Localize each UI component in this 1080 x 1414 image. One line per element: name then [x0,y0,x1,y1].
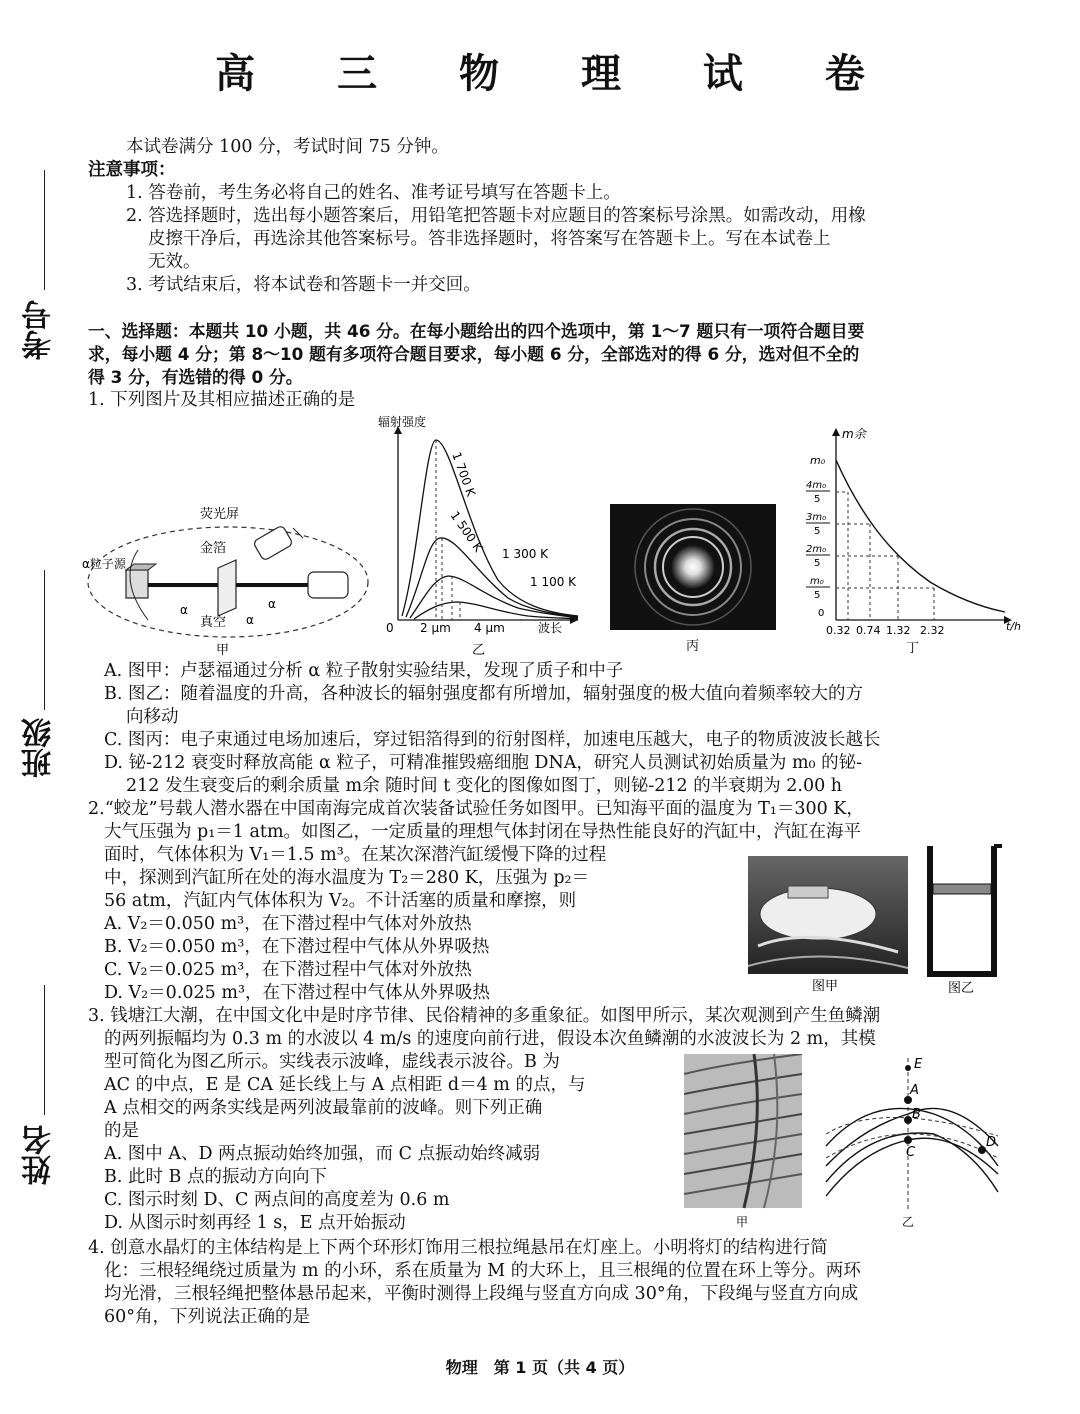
q2-option-b: B. V₂＝0.050 m³，在下潜过程中气体从外界吸热 [104,937,490,957]
note-2-cont: 皮擦干净后，再选涂其他答案标号。答非选择题时，将答案写在答题卡上。写在本试卷上 [148,229,831,249]
ding-ytick-0: 0 [818,608,825,619]
ding-ytick-4m0: 4m₀ [806,480,827,491]
caption-jia: 甲 [216,643,230,658]
q1-fig-bing [610,504,776,660]
section1-line2: 求，每小题 4 分；第 8～10 题有多项符合题目要求，每小题 6 分，全部选对的得 6 分，选对但不全的 [88,344,860,364]
q3-line-4: AC 的中点，E 是 CA 延长线上与 A 点相距 d＝4 m 的点，与 [104,1075,586,1095]
q1-option-c: C. 图丙：电子束通过电场加速后，穿过铝箔得到的衍射图样，加速电压越大，电子的物质波波长越长 [104,730,881,750]
q3-option-a: A. 图中 A、D 两点振动始终加强，而 C 点振动始终减弱 [104,1144,541,1164]
yi-ylabel: 辐射强度 [378,415,427,429]
ding-ytick-5a: 5 [814,494,821,505]
q2-line-2: 大气压强为 p₁＝1 atm。如图乙，一定质量的理想气体封闭在导热性能良好的汽缸中，汽缸在海平 [104,822,862,842]
q1-fig-ding [800,424,1040,660]
label-source: α粒子源 [82,557,126,571]
q1-fig-jia [78,490,378,660]
section1-line1: 一、选择题：本题共 10 小题，共 46 分。在每小题给出的四个选项中，第 1～7 题只有一项符合题目要 [88,321,865,341]
q2-line-1: 2.“蛟龙”号载人潜水器在中国南海完成首次装备试验任务如图甲。已知海平面的温度为 T₁＝300 K， [88,799,864,819]
point-a: A [910,1083,919,1098]
name-line [44,985,45,1115]
point-c: C [906,1145,916,1160]
q3-option-c: C. 图示时刻 D、C 两点间的高度差为 0.6 m [104,1190,450,1210]
side-label-exam-no: 考号 [22,300,57,360]
yi-zero: 0 [386,621,394,635]
notes-heading: 注意事项： [88,160,176,180]
side-label-name: 姓名 [22,1125,57,1185]
intro-text: 本试卷满分 100 分，考试时间 75 分钟。 [126,137,449,157]
caption-q2-jia: 图甲 [812,979,839,994]
ding-ytick-3m0: 3m₀ [806,512,827,523]
q1-option-b-cont: 向移动 [126,707,179,727]
q1-option-a: A. 图甲：卢瑟福通过分析 α 粒子散射实验结果，发现了质子和中子 [104,661,624,681]
q1-option-d-cont: 212 发生衰变后的剩余质量 m余 随时间 t 变化的图像如图丁，则铋-212 的半衰期为 2.00 h [126,776,843,796]
yi-xlabel: 波长 [538,621,563,635]
yi-curve-1300: 1 300 K [502,547,549,561]
q3-fig-yi [822,1054,1002,1230]
ding-ytick-m0-5: m₀ [810,576,824,587]
note-2-cont2: 无效。 [148,252,201,272]
yi-curve-1500: 1 500 K [447,508,486,555]
q2-fig-jia-photo [748,856,918,996]
q1-option-d: D. 铋-212 衰变时释放高能 α 粒子，可精准摧毁癌细胞 DNA，研究人员测试初始质量为 m₀ 的铋- [104,753,863,773]
caption-ding: 丁 [906,641,920,656]
label-alpha-3: α [268,597,276,611]
q3-line-1: 3. 钱塘江大潮，在中国文化中是时序节律、民俗精神的多重象征。如图甲所示，某次观测到产生鱼鳞潮 [88,1006,881,1026]
ding-xtick-032: 0.32 [826,624,851,637]
ding-ytick-5b: 5 [814,526,821,537]
caption-yi: 乙 [472,643,486,658]
q1-option-b: B. 图乙：随着温度的升高，各种波长的辐射强度都有所增加，辐射强度的极大值向着频率较大的方 [104,684,863,704]
caption-q3-yi: 乙 [902,1215,915,1229]
caption-q3-jia: 甲 [736,1215,749,1229]
label-vacuum: 真空 [200,615,227,630]
page-title: 高 三 物 理 试 卷 [215,50,899,97]
ding-ytick-m0: m₀ [810,454,826,467]
q1-stem: 1. 下列图片及其相应描述正确的是 [88,390,356,410]
yi-curve-1700: 1 700 K [449,450,479,499]
ding-ytick-5c: 5 [814,558,821,569]
q3-fig-jia-photo [684,1054,808,1230]
ding-xtick-132: 1.32 [886,624,911,637]
ding-xunit: t/h [1006,620,1021,633]
q3-line-3: 型可简化为图乙所示。实线表示波峰，虚线表示波谷。B 为 [104,1052,560,1072]
q3-line-5: A 点相交的两条实线是两列波最靠前的波峰。则下列正确 [104,1098,543,1118]
q3-option-b: B. 此时 B 点的振动方向向下 [104,1167,327,1187]
point-b: B [912,1107,921,1122]
class-line [44,570,45,710]
note-3: 3. 考试结束后，将本试卷和答题卡一并交回。 [126,275,481,295]
label-foil: 金箔 [200,541,227,556]
q2-line-3: 面时，气体体积为 V₁＝1.5 m³。在某次深潜汽缸缓慢下降的过程 [104,845,607,865]
q2-fig-yi-cylinder [924,840,1004,996]
note-1: 1. 答卷前，考生务必将自己的姓名、准考证号填写在答题卡上。 [126,183,621,203]
yi-tick-2um: 2 μm [420,621,451,635]
caption-bing: 丙 [686,639,700,654]
q3-line-6: 的是 [104,1121,139,1141]
q4-line-1: 4. 创意水晶灯的主体结构是上下两个环形灯饰用三根拉绳悬吊在灯座上。小明将灯的结构进行简 [88,1238,828,1258]
q4-line-4: 60°角，下列说法正确的是 [104,1307,311,1327]
point-e: E [914,1057,923,1072]
ding-xtick-232: 2.32 [920,624,945,637]
label-screen: 荧光屏 [200,507,240,522]
q4-line-3: 均光滑，三根轻绳把整体悬吊起来，平衡时测得上段绳与竖直方向成 30°角，下段绳与竖直方向成 [104,1284,859,1304]
q2-line-4: 中，探测到汽缸所在处的海水温度为 T₂＝280 K，压强为 p₂＝ [104,868,590,888]
section1-line3: 得 3 分，有选错的得 0 分。 [88,367,303,387]
note-2: 2. 答选择题时，选出每小题答案后，用铅笔把答题卡对应题目的答案标号涂黑。如需改动，用橡 [126,206,866,226]
page-footer: 物理 第 1 页（共 4 页） [445,1358,635,1377]
yi-tick-4um: 4 μm [474,621,505,635]
ding-xtick-074: 0.74 [856,624,881,637]
side-label-class: 班级 [22,718,57,778]
exam-no-line [44,170,45,290]
caption-q2-yi: 图乙 [948,981,975,996]
q2-option-d: D. V₂＝0.025 m³，在下潜过程中气体从外界吸热 [104,983,490,1003]
ding-ylabel: m余 [842,427,866,441]
q4-line-2: 化：三根轻绳绕过质量为 m 的小环，系在质量为 M 的大环上，且三根绳的位置在环上等分。两环 [104,1261,861,1281]
point-d: D [986,1135,997,1150]
label-alpha-2: α [246,613,254,627]
q3-line-2: 的两列振幅均为 0.3 m 的水波以 4 m/s 的速度向前行进，假设本次鱼鳞潮的水波波长为 2 m，其模 [104,1029,876,1049]
q2-line-5: 56 atm，汽缸内气体体积为 V₂。不计活塞的质量和摩擦，则 [104,891,577,911]
ding-ytick-5d: 5 [814,590,821,601]
q2-option-c: C. V₂＝0.025 m³，在下潜过程中气体对外放热 [104,960,472,980]
q2-option-a: A. V₂＝0.050 m³，在下潜过程中气体对外放热 [104,914,472,934]
q3-option-d: D. 从图示时刻再经 1 s，E 点开始振动 [104,1213,406,1233]
ding-ytick-2m0: 2m₀ [806,544,827,555]
label-alpha-1: α [180,603,188,617]
q1-fig-yi [378,410,598,660]
yi-curve-1100: 1 100 K [530,575,577,589]
